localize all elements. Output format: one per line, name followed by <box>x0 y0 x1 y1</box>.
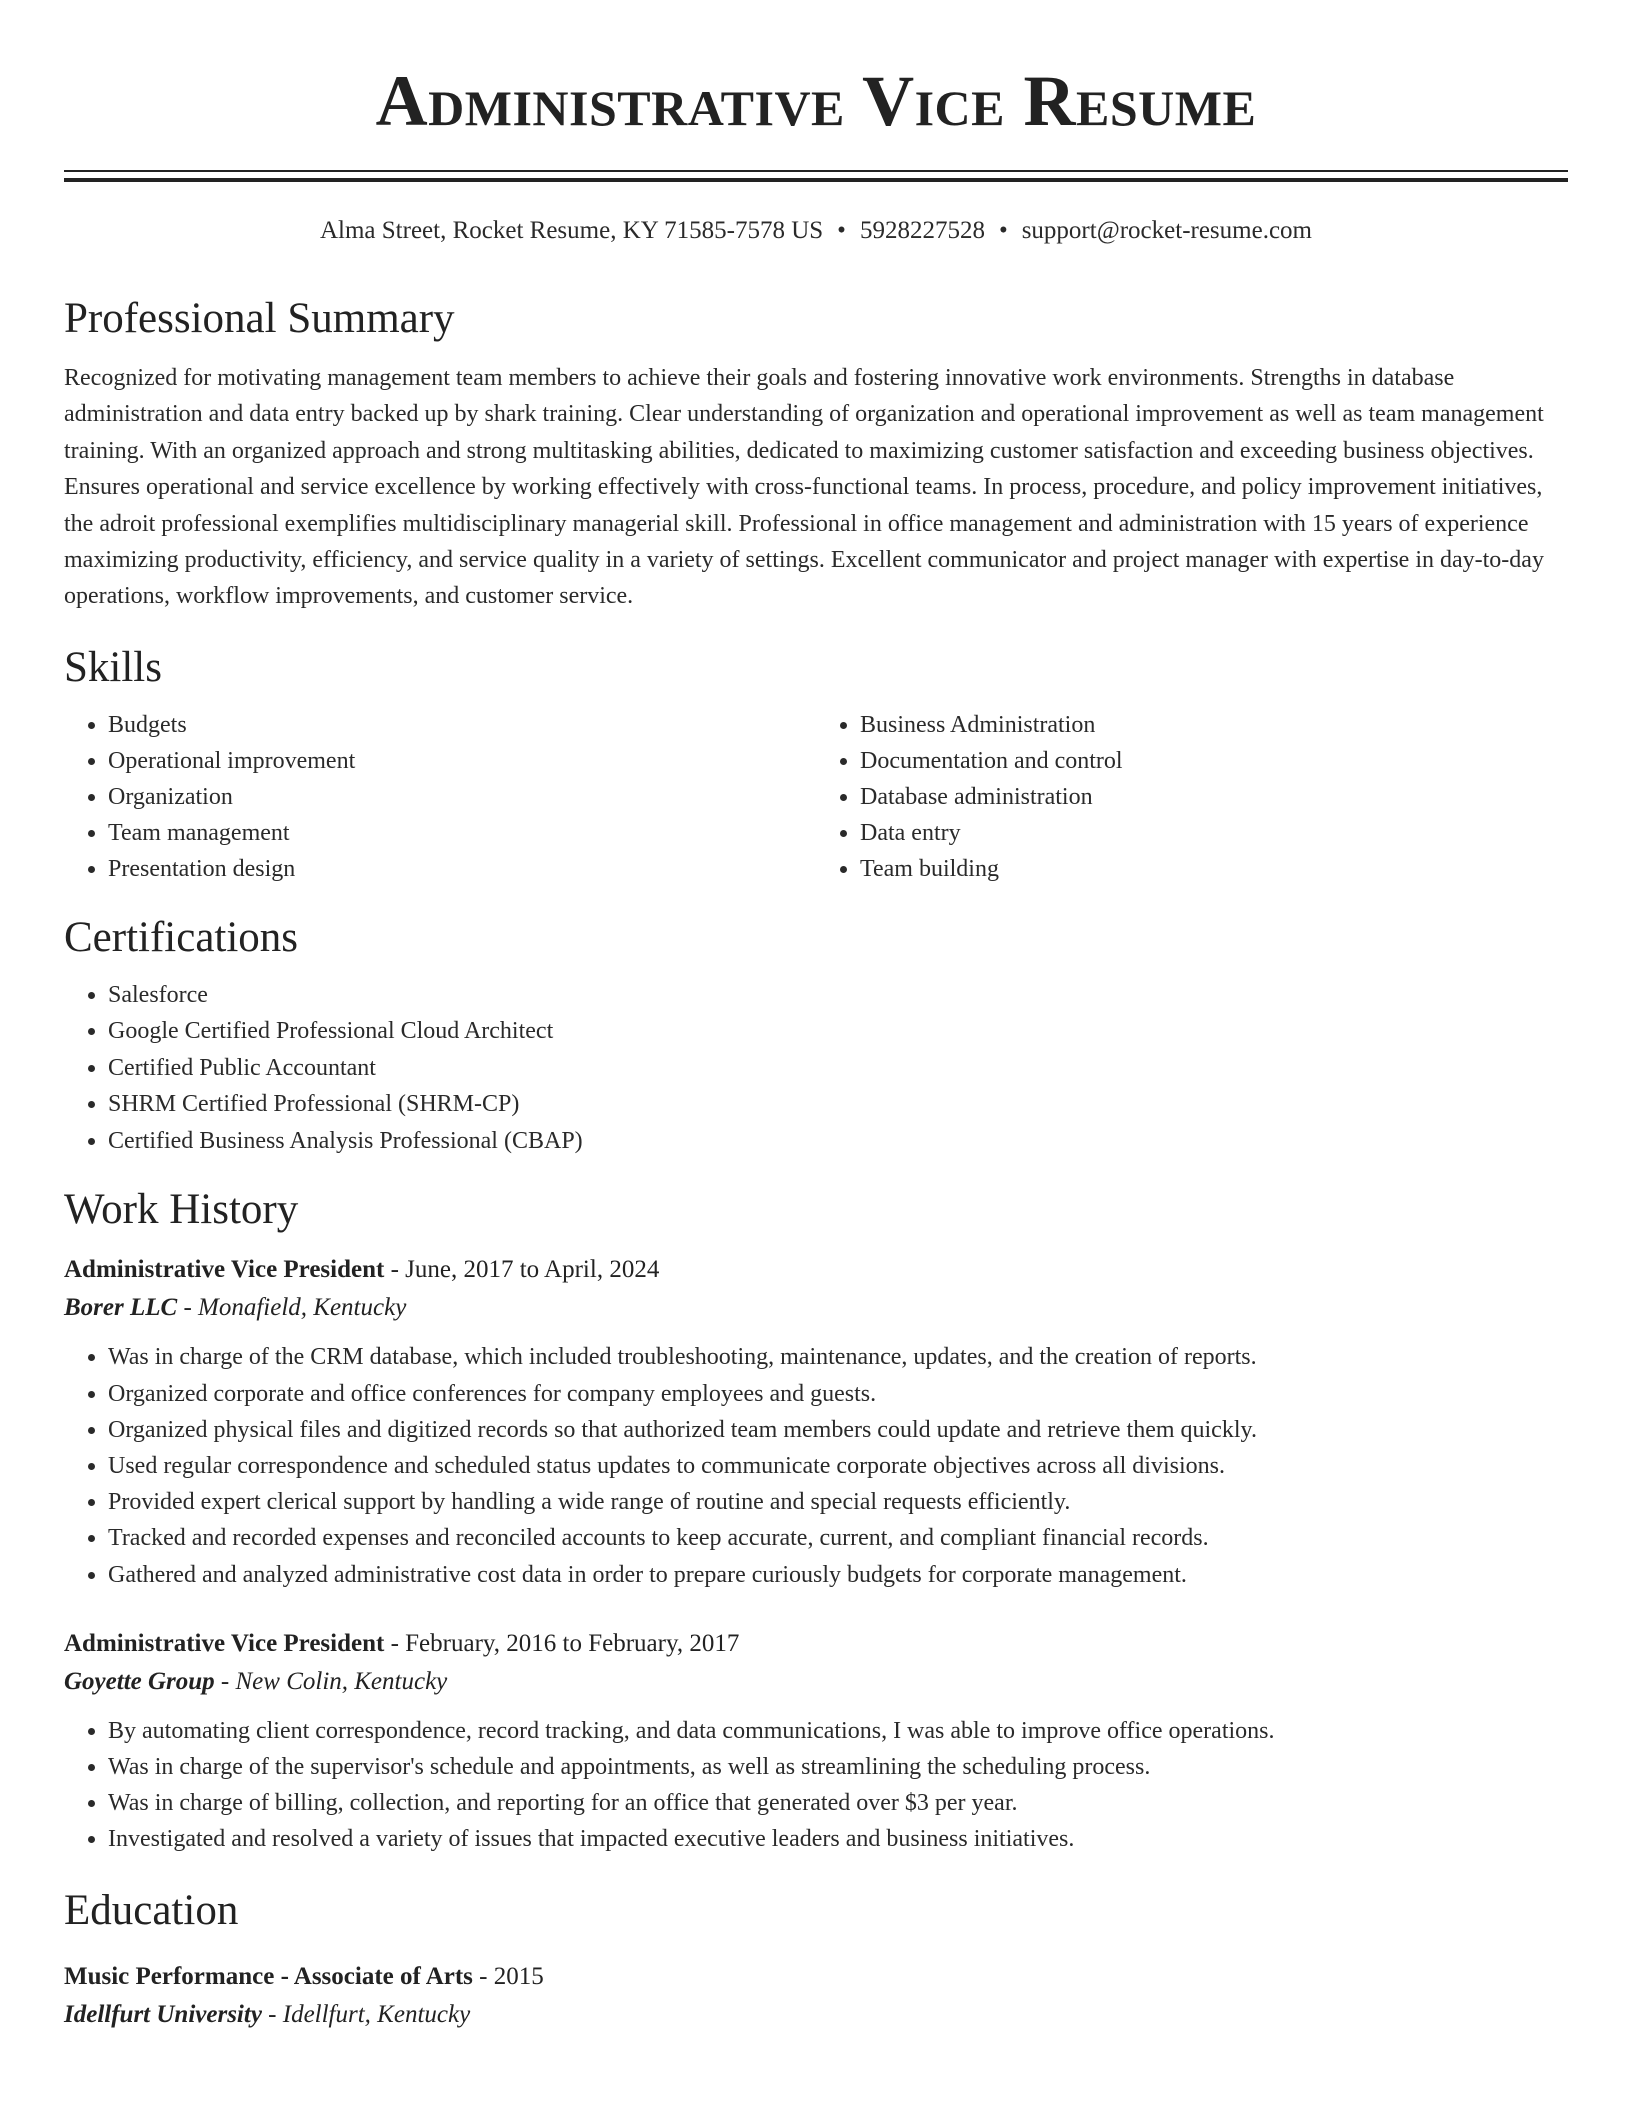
skill-item: • Documentation and control <box>860 743 1568 779</box>
job-title-line <box>64 1625 1568 1663</box>
skill-item: • Database administration <box>860 779 1568 815</box>
contact-separator: • <box>998 217 1008 244</box>
job-entry <box>64 1625 1568 1858</box>
education-heading: Education <box>64 1886 239 1934</box>
job-bullet: • Organized corporate and office conferences for company employees and guests. <box>108 1376 1568 1412</box>
skills-left-column <box>64 707 816 887</box>
resume-title: Administrative Vice Resume <box>375 61 1257 141</box>
email: support@rocket-resume.com <box>1021 217 1312 244</box>
certification-item: • SHRM Certified Professional (SHRM-CP) <box>108 1086 1568 1123</box>
job-title: Administrative Vice President <box>64 1629 385 1657</box>
skill-item: • Operational improvement <box>108 743 816 779</box>
education-year: - 2015 <box>472 1962 544 1990</box>
job-company-line <box>64 1663 1568 1701</box>
job-dates: - June, 2017 to April, 2024 <box>384 1256 660 1284</box>
certifications-heading: Certifications <box>64 913 299 961</box>
certification-item: • Google Certified Professional Cloud Architect <box>108 1013 1568 1050</box>
skill-item: • Presentation design <box>108 851 816 887</box>
job-bullet: • Organized physical files and digitized records so that authorized team members could update and retrieve them quickly. <box>108 1412 1568 1448</box>
skill-item: • Business Administration <box>860 707 1568 743</box>
skills-right-column <box>816 707 1568 887</box>
job-company: Borer LLC <box>64 1294 178 1322</box>
education-school: Idellfurt University <box>64 2000 262 2028</box>
job-location: - New Colin, Kentucky <box>214 1667 448 1695</box>
skills-heading: Skills <box>64 643 162 691</box>
certification-item: • Certified Public Accountant <box>108 1050 1568 1087</box>
job-bullet: • Provided expert clerical support by handling a wide range of routine and special requests efficiently. <box>108 1484 1568 1520</box>
job-bullet: • Gathered and analyzed administrative cost data in order to prepare curiously budgets for corporate management. <box>108 1557 1568 1593</box>
job-bullet: • Was in charge of the CRM database, which included troubleshooting, maintenance, updates, and the creation of reports. <box>108 1339 1568 1375</box>
education-school-line <box>64 1996 1568 2034</box>
job-bullets <box>64 1713 1568 1858</box>
job-title-line <box>64 1251 1568 1289</box>
title-divider <box>64 170 1568 182</box>
job-bullet: • Was in charge of the supervisor's schedule and appointments, as well as streamlining the scheduling process. <box>108 1749 1568 1785</box>
job-bullet: • Investigated and resolved a variety of issues that impacted executive leaders and business initiatives. <box>108 1821 1568 1857</box>
skill-item: • Data entry <box>860 815 1568 851</box>
job-company: Goyette Group <box>64 1667 215 1695</box>
job-location: - Monafield, Kentucky <box>177 1294 407 1322</box>
certification-item: • Certified Business Analysis Professional (CBAP) <box>108 1123 1568 1160</box>
job-entry <box>64 1251 1568 1592</box>
job-title: Administrative Vice President <box>64 1256 385 1284</box>
skill-item: • Budgets <box>108 707 816 743</box>
contact-separator: • <box>837 217 846 244</box>
education-degree-line <box>64 1958 1568 1996</box>
summary-heading: Professional Summary <box>64 295 455 342</box>
work-history-heading: Work History <box>64 1186 299 1234</box>
job-bullet: • By automating client correspondence, record tracking, and data communications, I was able to improve office operations. <box>108 1713 1568 1749</box>
contact-line <box>64 214 1568 248</box>
summary-text: Recognized for motivating management team members to achieve their goals and fostering innovative work environments. Strengths in database administration and data entry backed up by shark training. Clear understanding of organization and operational improvement as well as team management training. With an organized approach and strong multitasking abilities, dedicated to maximizing customer satisfaction and exceeding business objectives. Ensures operational and service excellence by working effectively with cross-functional teams. In process, procedure, and policy improvement initiatives, the adroit professional exemplifies multidisciplinary managerial skill. Professional in office management and administration with 15 years of experience maximizing productivity, efficiency, and service quality in a variety of settings. Excellent communicator and project manager with expertise in day-to-day operations, workflow improvements, and customer service. <box>64 365 1544 610</box>
job-bullet: • Tracked and recorded expenses and reconciled accounts to keep accurate, current, and compliant financial records. <box>108 1520 1568 1556</box>
job-bullet: • Used regular correspondence and scheduled status updates to communicate corporate objectives across all divisions. <box>108 1448 1568 1484</box>
job-bullets <box>64 1339 1568 1592</box>
job-company-line <box>64 1289 1568 1327</box>
skill-item: • Team building <box>860 851 1568 887</box>
skills-list <box>64 707 1568 887</box>
education-degree: Music Performance - Associate of Arts <box>64 1962 473 1990</box>
skill-item: • Team management <box>108 815 816 851</box>
address: Alma Street, Rocket Resume, KY 71585-7578 US <box>319 217 824 244</box>
job-bullet: • Was in charge of billing, collection, and reporting for an office that generated over $3 per year. <box>108 1785 1568 1821</box>
certification-item: • Salesforce <box>108 977 1568 1014</box>
skill-item: • Organization <box>108 779 816 815</box>
phone: 5928227528 <box>859 217 985 244</box>
education-location: - Idellfurt, Kentucky <box>261 2000 471 2028</box>
job-dates: - February, 2016 to February, 2017 <box>384 1629 740 1657</box>
certifications-list <box>64 977 1568 1160</box>
